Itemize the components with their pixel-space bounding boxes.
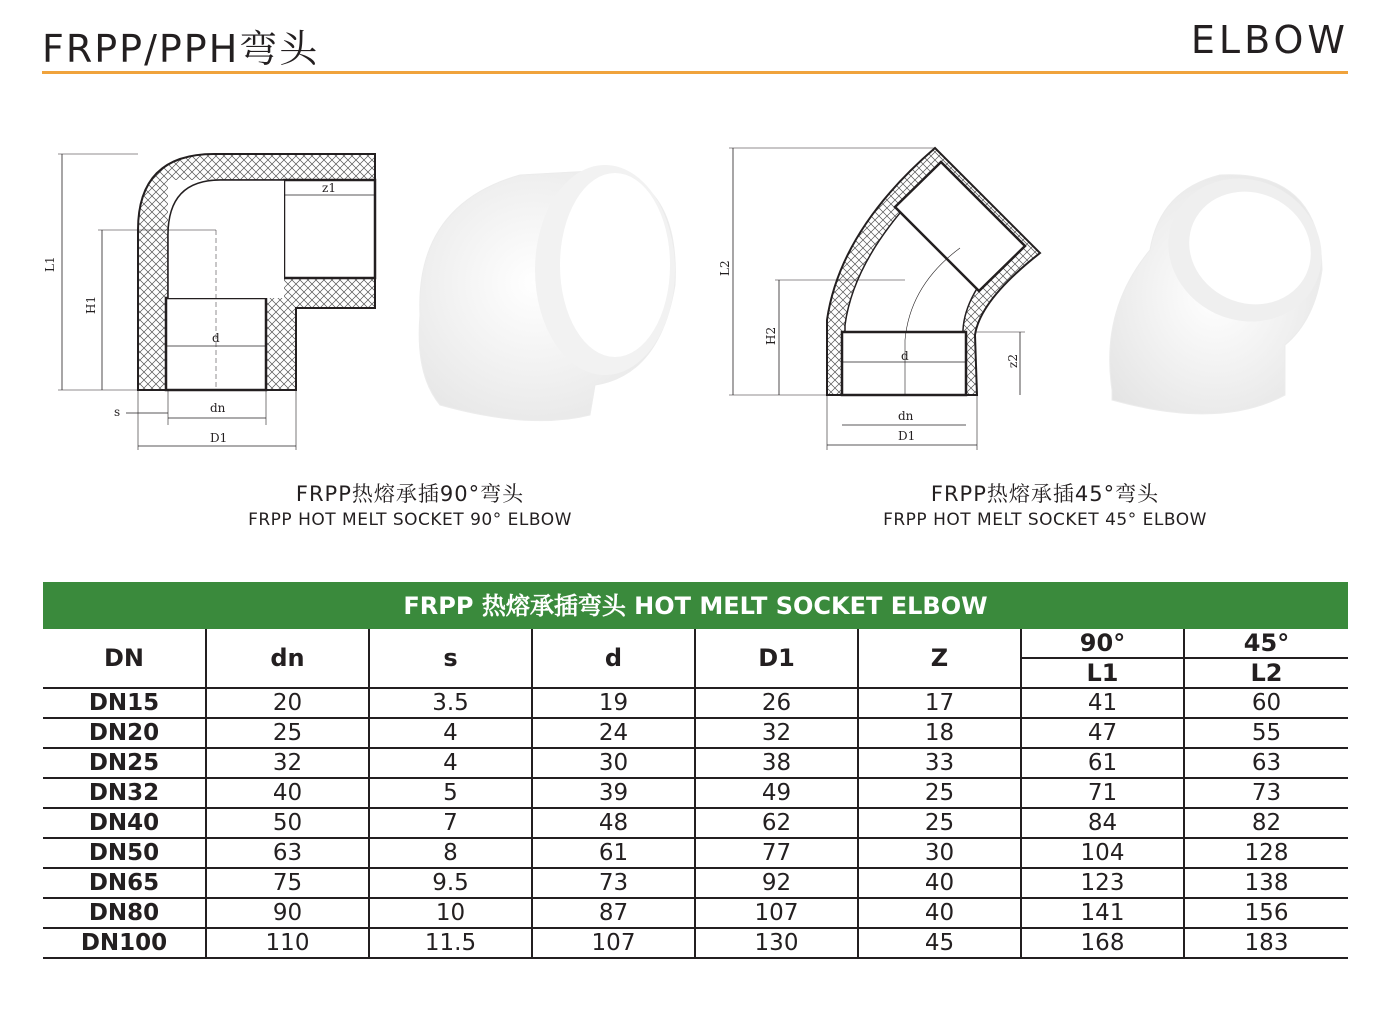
caption-90 [220, 478, 600, 530]
label-d1-45: D1 [898, 429, 916, 443]
label-dn-45: dn [898, 409, 914, 423]
cell-d: 61 [532, 838, 695, 868]
cell-l2: 183 [1184, 928, 1348, 958]
header-d1: D1 [695, 629, 858, 688]
cell-s: 9.5 [369, 868, 532, 898]
header-angle-45: 45° [1184, 629, 1348, 658]
cell-d: 30 [532, 748, 695, 778]
table-row [43, 868, 1348, 898]
cell-l1: 104 [1021, 838, 1184, 868]
cell-z: 25 [858, 778, 1021, 808]
label-dn: dn [210, 401, 226, 415]
label-z2: z2 [1006, 354, 1020, 368]
page-title-en: ELBOW [1190, 18, 1349, 62]
elbow-45-drawing [715, 140, 1055, 460]
cell-l2: 73 [1184, 778, 1348, 808]
elbow-90-photo [410, 145, 690, 425]
cell-code: DN15 [43, 688, 206, 718]
header-l1: L1 [1021, 658, 1184, 688]
cell-code: DN65 [43, 868, 206, 898]
table-row [43, 688, 1348, 718]
cell-s: 4 [369, 748, 532, 778]
header-angle-90: 90° [1021, 629, 1184, 658]
cell-dn: 32 [206, 748, 369, 778]
cell-code: DN20 [43, 718, 206, 748]
cell-s: 3.5 [369, 688, 532, 718]
cell-l2: 138 [1184, 868, 1348, 898]
cell-l2: 128 [1184, 838, 1348, 868]
cell-l2: 63 [1184, 748, 1348, 778]
cell-s: 4 [369, 718, 532, 748]
cell-code: DN50 [43, 838, 206, 868]
header-d: d [532, 629, 695, 688]
cell-l1: 84 [1021, 808, 1184, 838]
label-d1: D1 [210, 431, 228, 445]
header-z: Z [858, 629, 1021, 688]
label-z1: z1 [322, 181, 336, 195]
cell-code: DN100 [43, 928, 206, 958]
cell-s: 11.5 [369, 928, 532, 958]
cell-d: 73 [532, 868, 695, 898]
cell-d1: 107 [695, 898, 858, 928]
cell-l1: 168 [1021, 928, 1184, 958]
label-h1: H1 [84, 295, 98, 314]
table-row [43, 718, 1348, 748]
cell-l1: 41 [1021, 688, 1184, 718]
cell-code: DN32 [43, 778, 206, 808]
table-title: FRPP 热熔承插弯头 HOT MELT SOCKET ELBOW [43, 582, 1348, 629]
header-dn: dn [206, 629, 369, 688]
cell-d1: 49 [695, 778, 858, 808]
header-l2: L2 [1184, 658, 1348, 688]
cell-d1: 26 [695, 688, 858, 718]
table-row [43, 838, 1348, 868]
label-l2: L2 [718, 260, 732, 276]
cell-l2: 82 [1184, 808, 1348, 838]
table-row [43, 808, 1348, 838]
table-row [43, 778, 1348, 808]
caption-90-en: FRPP HOT MELT SOCKET 90° ELBOW [248, 510, 572, 530]
cell-z: 40 [858, 868, 1021, 898]
spec-table [43, 582, 1348, 959]
caption-45 [855, 478, 1235, 530]
cell-z: 30 [858, 838, 1021, 868]
header-s: s [369, 629, 532, 688]
cell-z: 40 [858, 898, 1021, 928]
caption-45-en: FRPP HOT MELT SOCKET 45° ELBOW [883, 510, 1207, 530]
page-title: FRPP/PPH弯头 [42, 27, 320, 71]
cell-code: DN80 [43, 898, 206, 928]
cell-l1: 47 [1021, 718, 1184, 748]
label-l1: L1 [43, 256, 57, 272]
cell-s: 5 [369, 778, 532, 808]
cell-dn: 20 [206, 688, 369, 718]
header-dn-code: DN [43, 629, 206, 688]
cell-d: 87 [532, 898, 695, 928]
cell-l2: 55 [1184, 718, 1348, 748]
cell-d1: 92 [695, 868, 858, 898]
table-row [43, 898, 1348, 928]
cell-s: 10 [369, 898, 532, 928]
cell-l2: 156 [1184, 898, 1348, 928]
table-row [43, 748, 1348, 778]
cell-l2: 60 [1184, 688, 1348, 718]
cell-dn: 50 [206, 808, 369, 838]
cell-code: DN25 [43, 748, 206, 778]
cell-d: 39 [532, 778, 695, 808]
cell-z: 25 [858, 808, 1021, 838]
elbow-90-drawing [40, 140, 400, 460]
cell-z: 33 [858, 748, 1021, 778]
spec-grid [43, 629, 1348, 959]
label-d-45: d [901, 349, 909, 363]
cell-s: 7 [369, 808, 532, 838]
cell-dn: 40 [206, 778, 369, 808]
cell-l1: 71 [1021, 778, 1184, 808]
label-s: s [114, 405, 121, 419]
cell-d1: 32 [695, 718, 858, 748]
elbow-45-photo [1100, 170, 1330, 430]
cell-d1: 130 [695, 928, 858, 958]
cell-l1: 123 [1021, 868, 1184, 898]
label-d: d [212, 331, 220, 345]
cell-z: 45 [858, 928, 1021, 958]
cell-d: 48 [532, 808, 695, 838]
cell-l1: 61 [1021, 748, 1184, 778]
cell-d1: 38 [695, 748, 858, 778]
cell-code: DN40 [43, 808, 206, 838]
cell-d1: 77 [695, 838, 858, 868]
cell-z: 18 [858, 718, 1021, 748]
cell-dn: 63 [206, 838, 369, 868]
cell-d: 19 [532, 688, 695, 718]
cell-d1: 62 [695, 808, 858, 838]
cell-s: 8 [369, 838, 532, 868]
cell-d: 107 [532, 928, 695, 958]
table-row [43, 928, 1348, 958]
cell-l1: 141 [1021, 898, 1184, 928]
cell-dn: 25 [206, 718, 369, 748]
caption-45-cn: FRPP热熔承插45°弯头 [930, 482, 1160, 506]
header-divider [42, 71, 1348, 74]
cell-dn: 110 [206, 928, 369, 958]
label-h2: H2 [764, 326, 778, 345]
cell-dn: 75 [206, 868, 369, 898]
cell-dn: 90 [206, 898, 369, 928]
cell-z: 17 [858, 688, 1021, 718]
caption-90-cn: FRPP热熔承插90°弯头 [295, 482, 525, 506]
cell-d: 24 [532, 718, 695, 748]
